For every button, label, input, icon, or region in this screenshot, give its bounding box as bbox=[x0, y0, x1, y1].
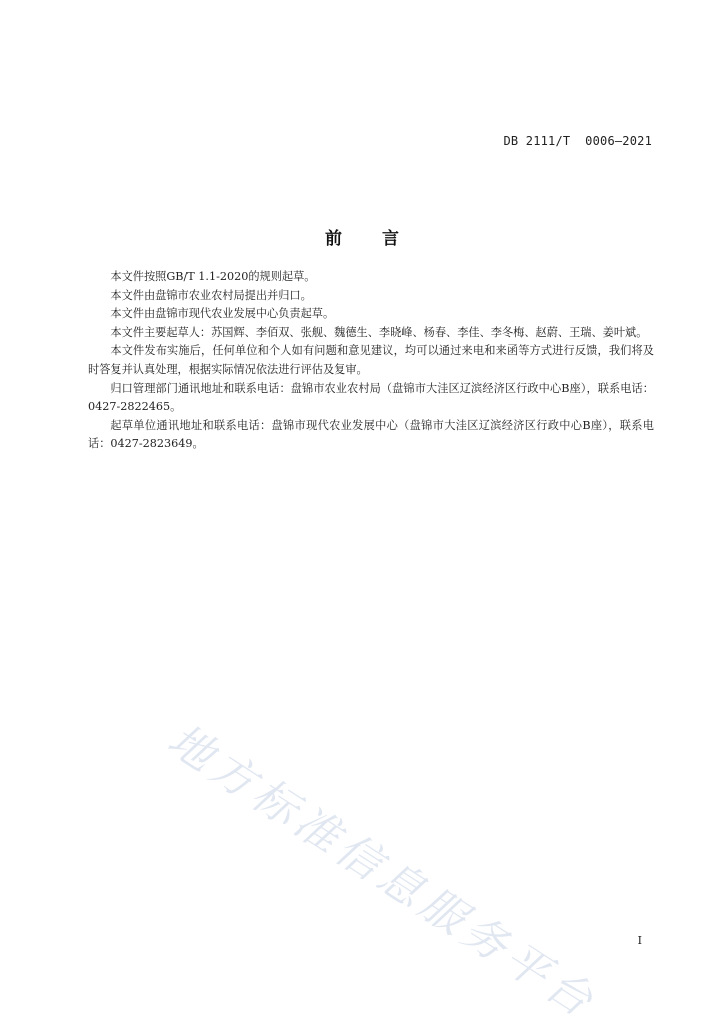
page-number: I bbox=[637, 934, 642, 947]
paragraph-proposer: 本文件由盘锦市农业农村局提出并归口。 bbox=[110, 288, 312, 302]
page-title: 前言 bbox=[325, 229, 439, 249]
paragraph-drafting-unit: 本文件由盘锦市现代农业发展中心负责起草。 bbox=[110, 307, 335, 321]
document-code: DB 2111/T 0006—2021 bbox=[503, 134, 652, 148]
watermark: 地方标准信息服务平台 bbox=[158, 714, 606, 1030]
paragraph-drafter-contact: 起草单位通讯地址和联系电话：盘锦市现代农业发展中心（盘锦市大洼区辽滨经济区行政中心B座），联系电话：0427-2823649。 bbox=[88, 418, 654, 451]
paragraph-management-contact: 归口管理部门通讯地址和联系电话：盘锦市农业农村局（盘锦市大洼区辽滨经济区行政中心B座），联系电话： 0427-2822465。 bbox=[88, 381, 654, 414]
paragraph-drafting-rules: 本文件按照GB/T 1.1-2020的规则起草。 bbox=[110, 270, 316, 283]
paragraph-feedback: 本文件发布实施后，任何单位和个人如有问题和意见建议，均可以通过来电和来函等方式进行反馈，我们将及时答复并认真处理，根据实际情况依法进行评估及复审。 bbox=[88, 344, 654, 376]
foreword-body bbox=[88, 268, 654, 454]
paragraph-drafters: 本文件主要起草人：苏国辉、李佰双、张舰、魏德生、李晓峰、杨春、李佳、李冬梅、赵蔚、王瑞、姜叶斌。 bbox=[110, 325, 648, 339]
